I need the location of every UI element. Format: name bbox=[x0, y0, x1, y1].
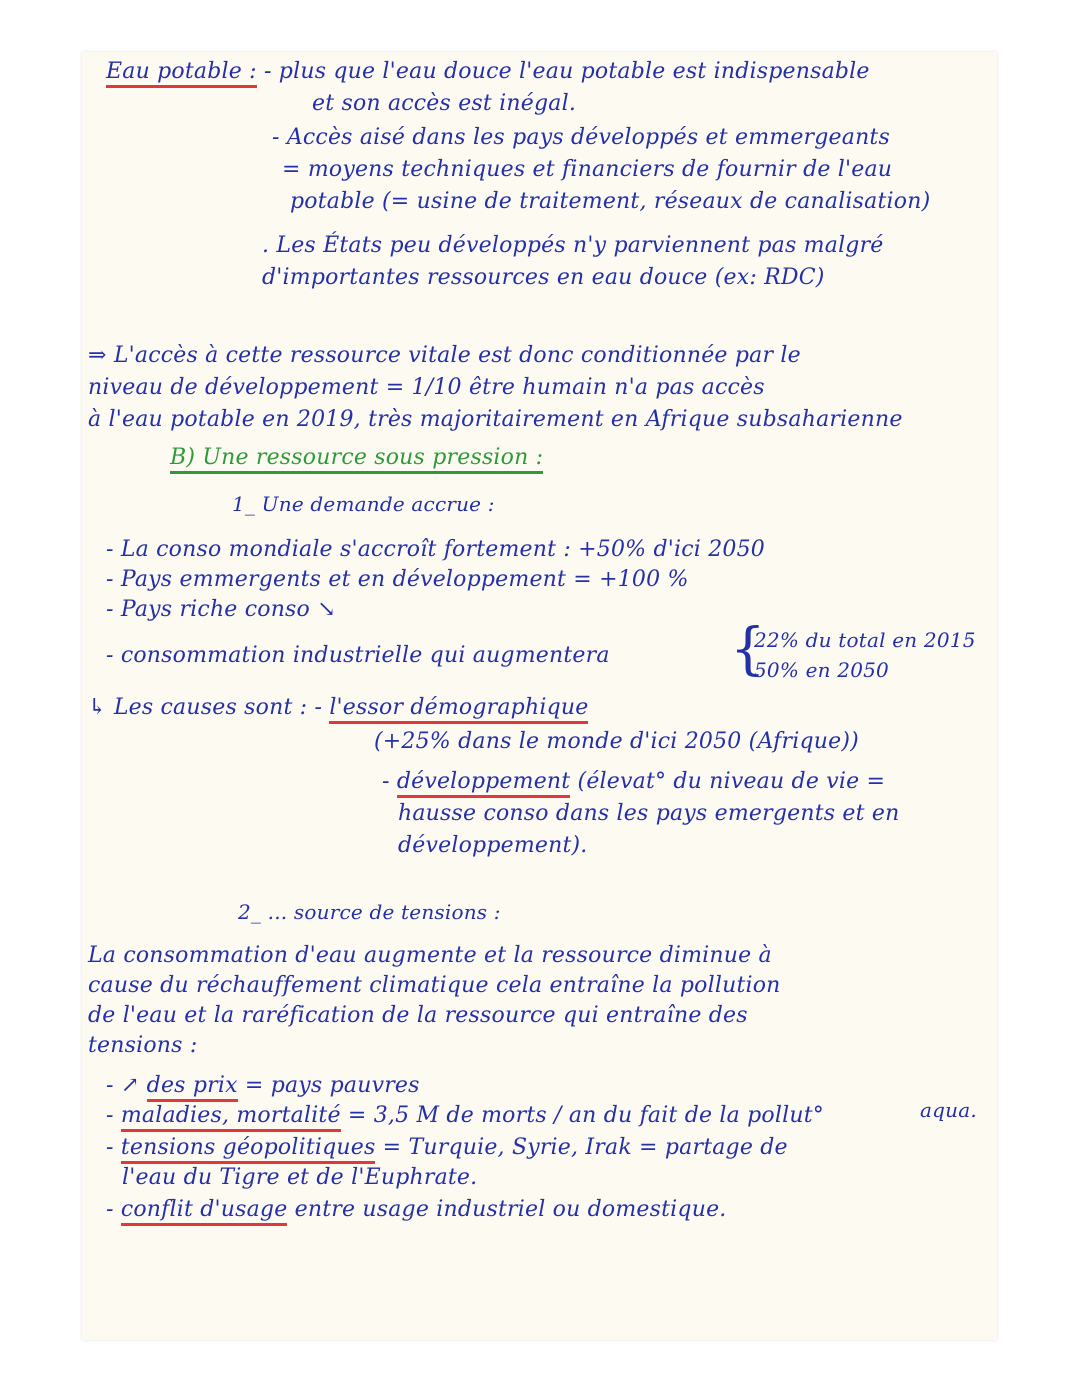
note-line: potable (= usine de traitement, réseaux de canalisation) bbox=[290, 189, 931, 214]
note-line bbox=[88, 694, 588, 722]
note-line: - Pays riche conso ↘ bbox=[106, 597, 336, 622]
note-line bbox=[106, 1134, 788, 1162]
sub-heading: 2_ ... source de tensions : bbox=[238, 900, 501, 924]
sub-heading: 1_ Une demande accrue : bbox=[232, 492, 495, 516]
note-line: ⇒ L'accès à cette ressource vitale est donc conditionnée par le bbox=[88, 343, 801, 368]
section-title-eau-potable: Eau potable : bbox=[106, 59, 257, 88]
note-line: - Accès aisé dans les pays développés et emmergeants bbox=[272, 125, 890, 150]
note-line: tensions : bbox=[88, 1033, 198, 1058]
note-line: d'importantes ressources en eau douce (ex: RDC) bbox=[262, 265, 825, 290]
note-line: La consommation d'eau augmente et la ressource diminue à bbox=[88, 943, 772, 968]
underlined-term: tensions géopolitiques bbox=[121, 1135, 376, 1164]
note-line bbox=[106, 1102, 824, 1130]
note-line: - consommation industrielle qui augmentera bbox=[106, 643, 610, 668]
underlined-term: maladies, mortalité bbox=[121, 1103, 341, 1132]
note-text: = 3,5 M de morts / an du fait de la pollut° bbox=[340, 1103, 824, 1128]
subsection-heading bbox=[170, 444, 543, 472]
note-text: - bbox=[106, 1135, 121, 1160]
note-line: (+25% dans le monde d'ici 2050 (Afrique)) bbox=[374, 729, 859, 754]
note-line: . Les États peu développés n'y parviennent pas malgré bbox=[262, 233, 884, 258]
note-line: de l'eau et la raréfication de la ressource qui entraîne des bbox=[88, 1003, 748, 1028]
note-line: hausse conso dans les pays emergents et en bbox=[398, 801, 900, 826]
underlined-term: conflit d'usage bbox=[121, 1197, 288, 1226]
note-line: et son accès est inégal. bbox=[312, 91, 577, 116]
heading-text: B) Une ressource sous pression : bbox=[170, 445, 543, 474]
note-text: - ↗ bbox=[106, 1073, 147, 1098]
note-line: cause du réchauffement climatique cela entraîne la pollution bbox=[88, 973, 781, 998]
note-text: - bbox=[106, 1197, 121, 1222]
note-text: - bbox=[106, 1103, 121, 1128]
note-text: (élevat° du niveau de vie = bbox=[570, 769, 886, 794]
brace-mark: { bbox=[730, 617, 766, 682]
note-line: aqua. bbox=[920, 1098, 977, 1122]
note-line: = moyens techniques et financiers de fournir de l'eau bbox=[282, 157, 893, 182]
note-line: à l'eau potable en 2019, très majoritairement en Afrique subsaharienne bbox=[88, 407, 903, 432]
note-line: 50% en 2050 bbox=[754, 658, 889, 682]
underlined-term: l'essor démographique bbox=[329, 695, 588, 724]
underlined-term: développement bbox=[397, 769, 571, 798]
note-line bbox=[106, 1072, 420, 1100]
note-text: ↳ Les causes sont : - bbox=[88, 695, 330, 720]
note-line bbox=[382, 768, 885, 796]
note-line: développement). bbox=[398, 833, 588, 858]
note-line: 22% du total en 2015 bbox=[754, 628, 976, 652]
note-line bbox=[106, 58, 870, 86]
note-line: - Pays emmergents et en développement = +100 % bbox=[106, 567, 689, 592]
note-line bbox=[106, 1196, 726, 1224]
note-line: - La conso mondiale s'accroît fortement : +50% d'ici 2050 bbox=[106, 537, 765, 562]
note-text: entre usage industriel ou domestique. bbox=[287, 1197, 727, 1222]
note-text: - bbox=[382, 769, 397, 794]
note-text: - plus que l'eau douce l'eau potable est indispensable bbox=[256, 59, 870, 84]
underlined-term: des prix bbox=[147, 1073, 238, 1102]
note-line: niveau de développement = 1/10 être humain n'a pas accès bbox=[88, 375, 765, 400]
note-text: = pays pauvres bbox=[237, 1073, 420, 1098]
note-line: l'eau du Tigre et de l'Euphrate. bbox=[122, 1165, 478, 1190]
notebook-page bbox=[82, 52, 997, 1340]
note-text: = Turquie, Syrie, Irak = partage de bbox=[375, 1135, 788, 1160]
